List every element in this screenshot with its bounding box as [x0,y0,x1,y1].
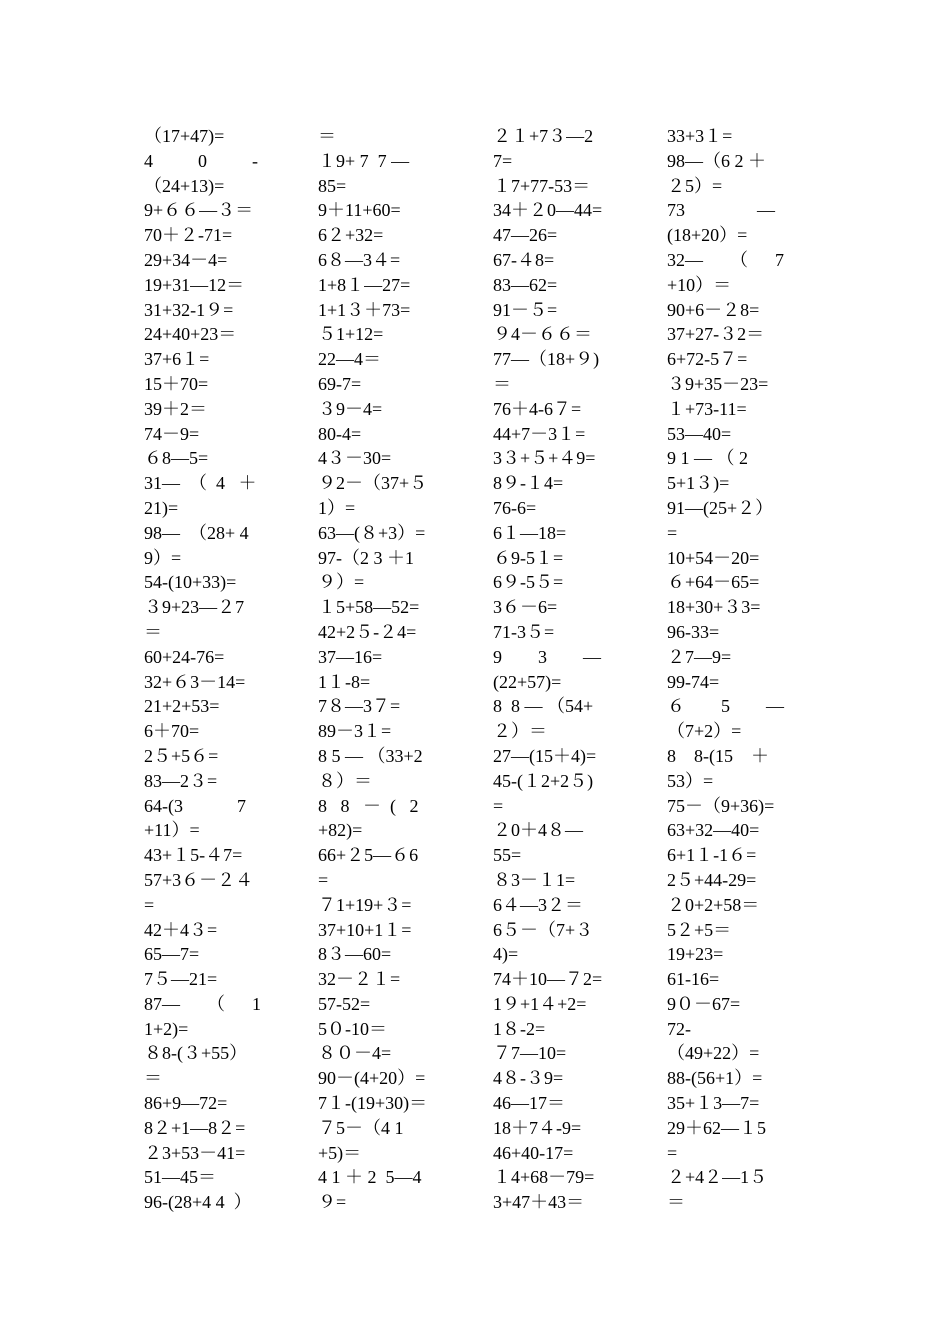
problem-line: 8 8 — （54+ [493,696,594,717]
problem-line: 1９+1４+2= [493,993,587,1014]
problem-line: 61-16= [667,969,720,990]
problem-line: （7+2）= [667,721,742,742]
problem-line: 5０-10＝ [318,1018,387,1039]
problem-line: 45-(１2+2５) [493,770,594,791]
problem-line: 8３—60= [318,944,392,965]
problem-line: 7= [493,150,513,171]
problem-line: 1+8１—27= [318,274,411,295]
problem-line: 6１—18= [493,522,567,543]
problem-line: ９）= [318,572,365,593]
problem-line: 47—26= [493,225,558,246]
problem-line: 6＋70= [144,721,200,742]
problem-line: １9+ 7 7 — [318,150,410,171]
problem-line: = [667,1142,678,1163]
problem-line: 83—2３= [144,770,218,791]
problem-line: ２0+2+58＝ [667,894,760,915]
problem-line: 34＋２0—44= [493,200,603,221]
problem-line: ＝ [493,373,511,394]
problem-line: 90+6－２8= [667,299,760,320]
problem-line: 7１-(19+30)＝ [318,1093,428,1114]
problem-line: 9０－67= [667,993,741,1014]
problem-line: ＝ [667,1192,685,1213]
problem-line: ２+4２—1５ [667,1167,768,1188]
problem-column-1 [144,124,289,1215]
problem-line: 5+1３)= [667,473,730,494]
problem-line: 57-52= [318,993,371,1014]
problem-line: 90－(4+20）= [318,1068,426,1089]
problem-line: 24+40+23＝ [144,324,237,345]
problem-line: 29+34－4= [144,249,228,270]
problem-line: 91—(25+２） [667,497,774,518]
problem-line: ７1+19+３= [318,894,412,915]
problem-line: ＝ [318,126,336,146]
problem-line: 46—17＝ [493,1093,565,1114]
problem-line: (18+20）= [667,225,748,246]
problem-line: 63—(８+3）= [318,522,426,543]
problem-line: 5２+5＝ [667,919,732,940]
problem-line: ９= [318,1192,347,1213]
problem-line: 32+６3－14= [144,671,246,692]
problem-line: 8 8-(15 ＋ [667,745,769,766]
problem-line: ８）＝ [318,770,372,791]
problem-line: 37+27-３2＝ [667,324,765,345]
problem-line: ２0＋4８— [493,820,583,841]
problem-line: 86+9—72= [144,1093,228,1114]
problem-line: 37+6１= [144,349,210,370]
problem-line: 1+2)= [144,1018,189,1039]
problem-line: 6４—3２＝ [493,894,583,915]
problem-line: ＝ [144,621,162,642]
problem-line: 55= [493,845,522,866]
problem-line: ３9－4= [318,398,383,419]
problem-line: 51—45＝ [144,1167,216,1188]
problem-line: 18＋7４-9= [493,1117,582,1138]
problem-line: 64-(3 7 [144,795,246,816]
problem-line: 76＋4-6７= [493,398,582,419]
problem-line: １+73-11= [667,398,747,419]
problem-line: 91－５= [493,299,558,320]
problem-line: 69-7= [318,373,362,394]
problem-line: 98— （28+ 4 [144,522,249,543]
problem-line: 4８-３9= [493,1068,564,1089]
problem-line: 7８—3７= [318,696,401,717]
problem-line: (22+57)= [493,671,562,692]
problem-line: 8 8 － ( 2 [318,795,419,816]
problem-line: 9+６６—３＝ [144,200,254,221]
problem-line: ８０－4= [318,1043,392,1064]
problem-line: ２5）= [667,175,723,196]
problem-line: 37+10+1１= [318,919,412,940]
problem-line: ＝ [144,1068,162,1089]
problem-line: 4)= [493,944,519,965]
problem-line: 89－3１= [318,721,392,742]
problem-line: 53）= [667,770,714,791]
problem-column-2 [318,124,463,1215]
problem-line: 37—16= [318,646,383,667]
problem-line: 46+40-17= [493,1142,574,1163]
problem-line: 54-(10+33)= [144,572,237,593]
problem-line: +82)= [318,820,363,841]
problem-line: 42＋4３= [144,919,218,940]
problem-line: 77—（18+９) [493,349,600,370]
problem-line: 29＋62—１5 [667,1117,766,1138]
problem-line: 8 5 — （33+2 [318,745,423,766]
problem-line: 88-(56+1）= [667,1068,763,1089]
problem-line: ５1+12= [318,324,384,345]
problem-line: ２3+53－41= [144,1142,246,1163]
problem-line: ６9-5１= [493,547,564,568]
problem-line: 1８-2= [493,1018,546,1039]
problem-line: 15＋70= [144,373,209,394]
problem-line: 57+3６－２４ [144,869,254,890]
problem-line: ３9+23—２7 [144,597,245,618]
problem-line: １7+77-53＝ [493,175,591,196]
problem-line: ２7—9= [667,646,732,667]
problem-line: 80-4= [318,423,362,444]
problem-line: 71-3５= [493,621,555,642]
problem-line: 10+54－20= [667,547,760,568]
problem-line: 3６－6= [493,597,558,618]
problem-line: 27—(15＋4)= [493,745,597,766]
problem-line: 2５+5６= [144,745,219,766]
problem-line: ６8—5= [144,448,209,469]
problem-column-4 [667,124,812,1215]
problem-line: 74＋10—７2= [493,969,603,990]
problem-line: １5+58—52= [318,597,420,618]
problem-line: +10）＝ [667,274,732,295]
problem-line: 9 3 — [493,646,601,667]
problem-line: １4+68－79= [493,1167,595,1188]
problem-line: 63+32—40= [667,820,760,841]
problem-line: ９2－（37+５ [318,473,428,494]
problem-line: +5)＝ [318,1142,362,1163]
problem-line: （49+22）= [667,1043,760,1064]
problem-line: 9 1 — （ 2 [667,448,748,469]
problem-line: 53—40= [667,423,732,444]
problem-line: ２１+7３—2 [493,126,594,146]
problem-line: 6９-5５= [493,572,564,593]
problem-line: 19+31—12＝ [144,274,245,295]
problem-line: 31+32-1９= [144,299,234,320]
problem-line: 97-（2 3 ＋1 [318,547,414,568]
problem-line: ３9+35－23= [667,373,769,394]
problem-line: 39＋2＝ [144,398,207,419]
problem-line: = [144,894,155,915]
problem-line: 4 0 - [144,150,258,171]
problem-line: ９4－６６＝ [493,324,592,345]
problem-line: +11）= [144,820,200,841]
problem-line: 4 1 ＋ 2 5—4 [318,1167,422,1188]
problem-line: 98—（6 2 ＋ [667,150,766,171]
problem-line: 42+2５-２4= [318,621,417,642]
problem-line: 74－9= [144,423,200,444]
problem-line: 22—4＝ [318,349,381,370]
problem-line: 19+23= [667,944,724,965]
problem-line: 66+２5—６6 [318,845,419,866]
problem-line: 6+1１-1６= [667,845,757,866]
problem-line: 21)= [144,497,179,518]
problem-line: 2５+44-29= [667,869,757,890]
problem-line: 3+47＋43＝ [493,1192,585,1213]
problem-line: 83—62= [493,274,558,295]
problem-line: 8９-１4= [493,473,564,494]
problem-line: ７7—10= [493,1043,567,1064]
problem-line: 33+3１= [667,126,733,146]
problem-line: 87— （ 1 [144,993,261,1014]
problem-line: 21+2+53= [144,696,220,717]
problem-line: 1+1３＋73= [318,299,411,320]
problem-line: 9＋11+60= [318,200,401,221]
problem-line: 6２+32= [318,225,384,246]
problem-line: 6+72-5７= [667,349,748,370]
problem-line: ８8-(３+55） [144,1043,248,1064]
problem-line: （24+13)= [144,175,225,196]
problem-line: 7５—21= [144,969,218,990]
problem-line: 72- [667,1018,691,1039]
problem-line: ６+64－65= [667,572,760,593]
problem-line: 31— （ 4 ＋ [144,473,257,494]
problem-line: ２）＝ [493,721,547,742]
problem-line: ８3－１1= [493,869,576,890]
problem-line: 1１-8= [318,671,371,692]
problem-line: 32— （ 7 [667,249,784,270]
problem-line: 96-33= [667,621,720,642]
problem-line: 32－２１= [318,969,401,990]
problem-line: 1）= [318,497,356,518]
problem-line: = [493,795,504,816]
problem-line: 44+7－3１= [493,423,586,444]
problem-line: 6５－（7+３ [493,919,594,940]
problem-line: 6８—3４= [318,249,401,270]
problem-line: 96-(28+4 4 ） [144,1192,252,1213]
problem-line: 18+30+３3= [667,597,761,618]
problem-line: 9）= [144,547,182,568]
problem-line: 70＋２-71= [144,225,233,246]
problem-line: = [318,869,329,890]
problem-line: 35+１3—7= [667,1093,760,1114]
problem-line: 73 — [667,200,775,221]
problem-line: 4３－30= [318,448,392,469]
problem-line: 65—7= [144,944,200,965]
problem-line: 85= [318,175,347,196]
problem-line: 8２+1—8２= [144,1117,246,1138]
problem-line: 76-6= [493,497,537,518]
problem-line: 3３+５+４9= [493,448,596,469]
problem-line: = [667,522,678,543]
problem-line: ７5－（4 1 [318,1117,404,1138]
problem-line: 75－（9+36)= [667,795,775,816]
problem-line: （17+47)= [144,126,225,146]
problem-line: ６ 5 — [667,696,784,717]
problem-line: 67-４8= [493,249,555,270]
problem-line: 99-74= [667,671,720,692]
problem-column-3 [493,124,638,1215]
problem-line: 43+１5-４7= [144,845,243,866]
problem-line: 60+24-76= [144,646,225,667]
